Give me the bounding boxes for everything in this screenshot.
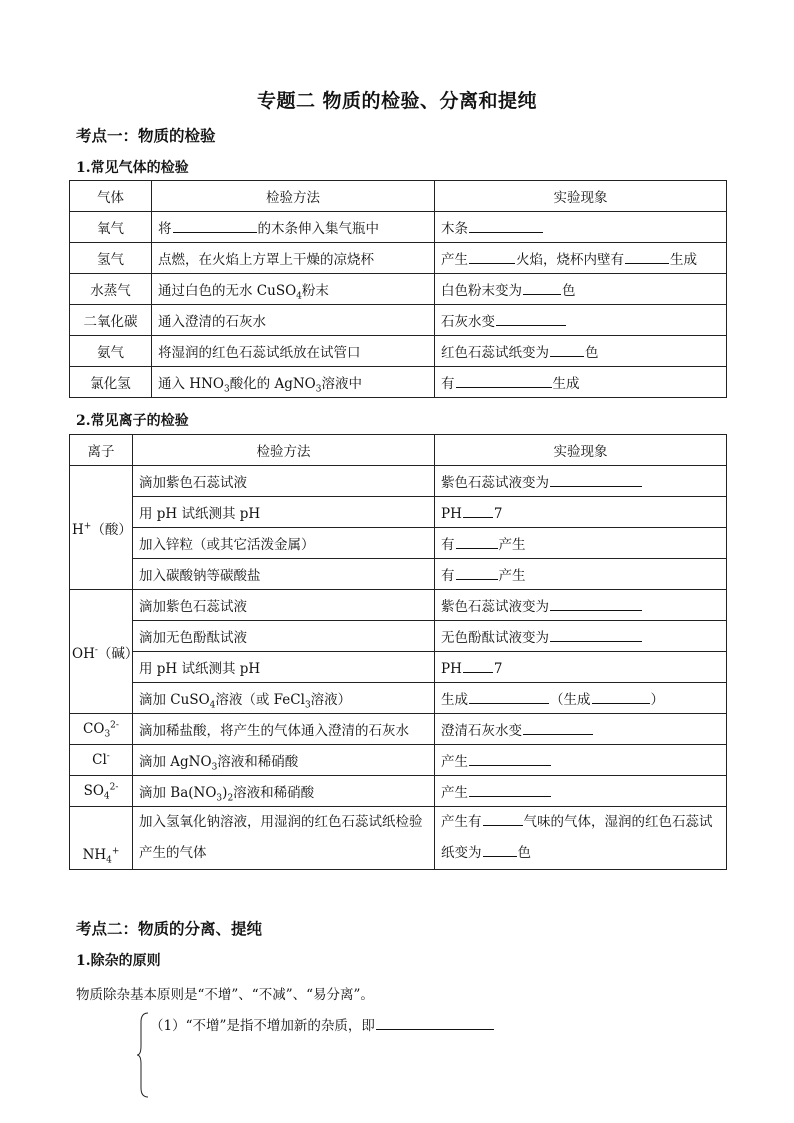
ion-name-h: H+（酸）: [70, 466, 133, 590]
result-cell: 紫色石蕊试液变为: [435, 466, 727, 497]
table-header-row: [70, 435, 727, 466]
fill-blank[interactable]: [550, 342, 584, 357]
method-cell: 加入锌粒（或其它活泼金属）: [133, 528, 435, 559]
method-cell: 加入氢氧化钠溶液，用湿润的红色石蕊试纸检验产生的气体: [133, 807, 435, 870]
table-row: [70, 652, 727, 683]
fill-blank[interactable]: [550, 472, 642, 487]
result-cell: 红色石蕊试纸变为 色: [435, 336, 727, 367]
ion-name-oh: OH-（碱）: [70, 590, 133, 714]
table-row: [70, 807, 727, 870]
method-cell: 将湿润的红色石蕊试纸放在试管口: [152, 336, 435, 367]
result-cell: 白色粉末变为 色: [435, 274, 727, 305]
subheading-principle: 1.除杂的原则: [76, 953, 161, 969]
method-cell: 滴加紫色石蕊试液: [133, 466, 435, 497]
result-cell: 无色酚酞试液变为: [435, 621, 727, 652]
header-cell: 检验方法: [133, 435, 435, 466]
fill-blank[interactable]: [483, 842, 517, 857]
fill-blank[interactable]: [625, 249, 669, 264]
result-cell: 产生 火焰，烧杯内壁有 生成: [435, 243, 727, 274]
result-cell: 有 产生: [435, 559, 727, 590]
fill-blank[interactable]: [592, 689, 650, 704]
result-cell: PH 7: [435, 652, 727, 683]
fill-blank[interactable]: [469, 218, 543, 233]
fill-blank[interactable]: [550, 627, 642, 642]
result-cell: 石灰水变: [435, 305, 727, 336]
table-row: [70, 305, 727, 336]
fill-blank[interactable]: [456, 373, 552, 388]
fill-blank[interactable]: [523, 720, 593, 735]
result-cell: 生成 （生成 ）: [435, 683, 727, 714]
table-row: [70, 367, 727, 398]
table-row: [70, 336, 727, 367]
fill-blank[interactable]: [469, 689, 549, 704]
method-cell: 将 的木条伸入集气瓶中: [152, 212, 435, 243]
method-cell: 滴加 CuSO$_4$溶液（或 FeCl$_3$溶液）: [133, 683, 435, 714]
method-cell: 滴加稀盐酸，将产生的气体通入澄清的石灰水: [133, 714, 435, 745]
table-row: [70, 683, 727, 714]
section-heading-2: 考点二：物质的分离、提纯: [76, 919, 263, 938]
fill-blank[interactable]: [469, 751, 551, 766]
method-cell: 滴加 AgNO$_3$溶液和稀硝酸: [133, 745, 435, 776]
fill-blank[interactable]: [550, 596, 642, 611]
method-cell: 滴加 $Ba(NO_3)_2$溶液和稀硝酸: [133, 776, 435, 807]
table-row: [70, 714, 727, 745]
table-row: [70, 497, 727, 528]
method-cell: 用 pH 试纸测其 pH: [133, 497, 435, 528]
result-cell: 产生有 气味的气体，湿润的红色石蕊试纸变为 色: [435, 807, 727, 870]
table-row: [70, 274, 727, 305]
fill-blank[interactable]: [173, 218, 257, 233]
gas-name: 氢气: [70, 243, 152, 274]
gas-name: 氨气: [70, 336, 152, 367]
principle-text: 物质除杂基本原则是“不增”、“不减”、“易分离”。: [76, 987, 374, 1003]
result-cell: PH 7: [435, 497, 727, 528]
ion-name-nh4: $NH_4^+$: [70, 807, 133, 870]
gas-detection-table: [69, 180, 727, 398]
table-header-row: [70, 181, 727, 212]
header-cell: 离子: [70, 435, 133, 466]
ion-name-so4: $SO_4^{2-}$: [70, 776, 133, 807]
fill-blank[interactable]: [469, 782, 551, 797]
result-cell: 有 生成: [435, 367, 727, 398]
table-row: [70, 745, 727, 776]
page-title: 专题二 物质的检验、分离和提纯: [256, 90, 538, 112]
method-cell: 滴加无色酚酞试液: [133, 621, 435, 652]
header-cell: 气体: [70, 181, 152, 212]
brace-icon: [136, 1012, 150, 1098]
gas-name: 二氧化碳: [70, 305, 152, 336]
method-cell: 滴加紫色石蕊试液: [133, 590, 435, 621]
method-cell: 通入 $HNO_3$酸化的 AgNO$_3$溶液中: [152, 367, 435, 398]
method-cell: 通入澄清的石灰水: [152, 305, 435, 336]
table-row: [70, 590, 727, 621]
fill-blank[interactable]: [523, 280, 561, 295]
fill-blank[interactable]: [483, 811, 523, 826]
fill-blank[interactable]: [456, 565, 498, 580]
header-cell: 检验方法: [152, 181, 435, 212]
fill-blank[interactable]: [376, 1015, 494, 1030]
rule-note: （1）“不增”是指不增加新的杂质，即: [150, 1014, 495, 1034]
ion-detection-table: [69, 434, 727, 870]
table-row: [70, 776, 727, 807]
method-cell: 点燃，在火焰上方罩上干燥的凉烧杯: [152, 243, 435, 274]
header-cell: 实验现象: [435, 435, 727, 466]
result-cell: 澄清石灰水变: [435, 714, 727, 745]
table-row: [70, 559, 727, 590]
fill-blank[interactable]: [456, 534, 498, 549]
fill-blank[interactable]: [469, 249, 515, 264]
method-cell: 加入碳酸钠等碳酸盐: [133, 559, 435, 590]
method-cell: 用 pH 试纸测其 pH: [133, 652, 435, 683]
fill-blank[interactable]: [463, 503, 493, 518]
table-row: [70, 243, 727, 274]
result-cell: 紫色石蕊试液变为: [435, 590, 727, 621]
method-cell: 通过白色的无水 CuSO$_4$粉末: [152, 274, 435, 305]
gas-name: 氧气: [70, 212, 152, 243]
table-row: [70, 621, 727, 652]
gas-name: 氯化氢: [70, 367, 152, 398]
result-cell: 有 产生: [435, 528, 727, 559]
table-row: [70, 212, 727, 243]
table-row: [70, 466, 727, 497]
section-heading-1: 考点一：物质的检验: [76, 126, 216, 145]
result-cell: 产生: [435, 776, 727, 807]
header-cell: 实验现象: [435, 181, 727, 212]
table-row: [70, 528, 727, 559]
result-cell: 木条: [435, 212, 727, 243]
ion-name-co3: $CO_3^{2-}$: [70, 714, 133, 745]
fill-blank[interactable]: [463, 658, 493, 673]
gas-name: 水蒸气: [70, 274, 152, 305]
ion-name-cl: Cl-: [70, 745, 133, 776]
result-cell: 产生: [435, 745, 727, 776]
subheading-ion: 2.常见离子的检验: [76, 413, 189, 429]
subheading-gas: 1.常见气体的检验: [76, 160, 189, 176]
fill-blank[interactable]: [496, 311, 566, 326]
